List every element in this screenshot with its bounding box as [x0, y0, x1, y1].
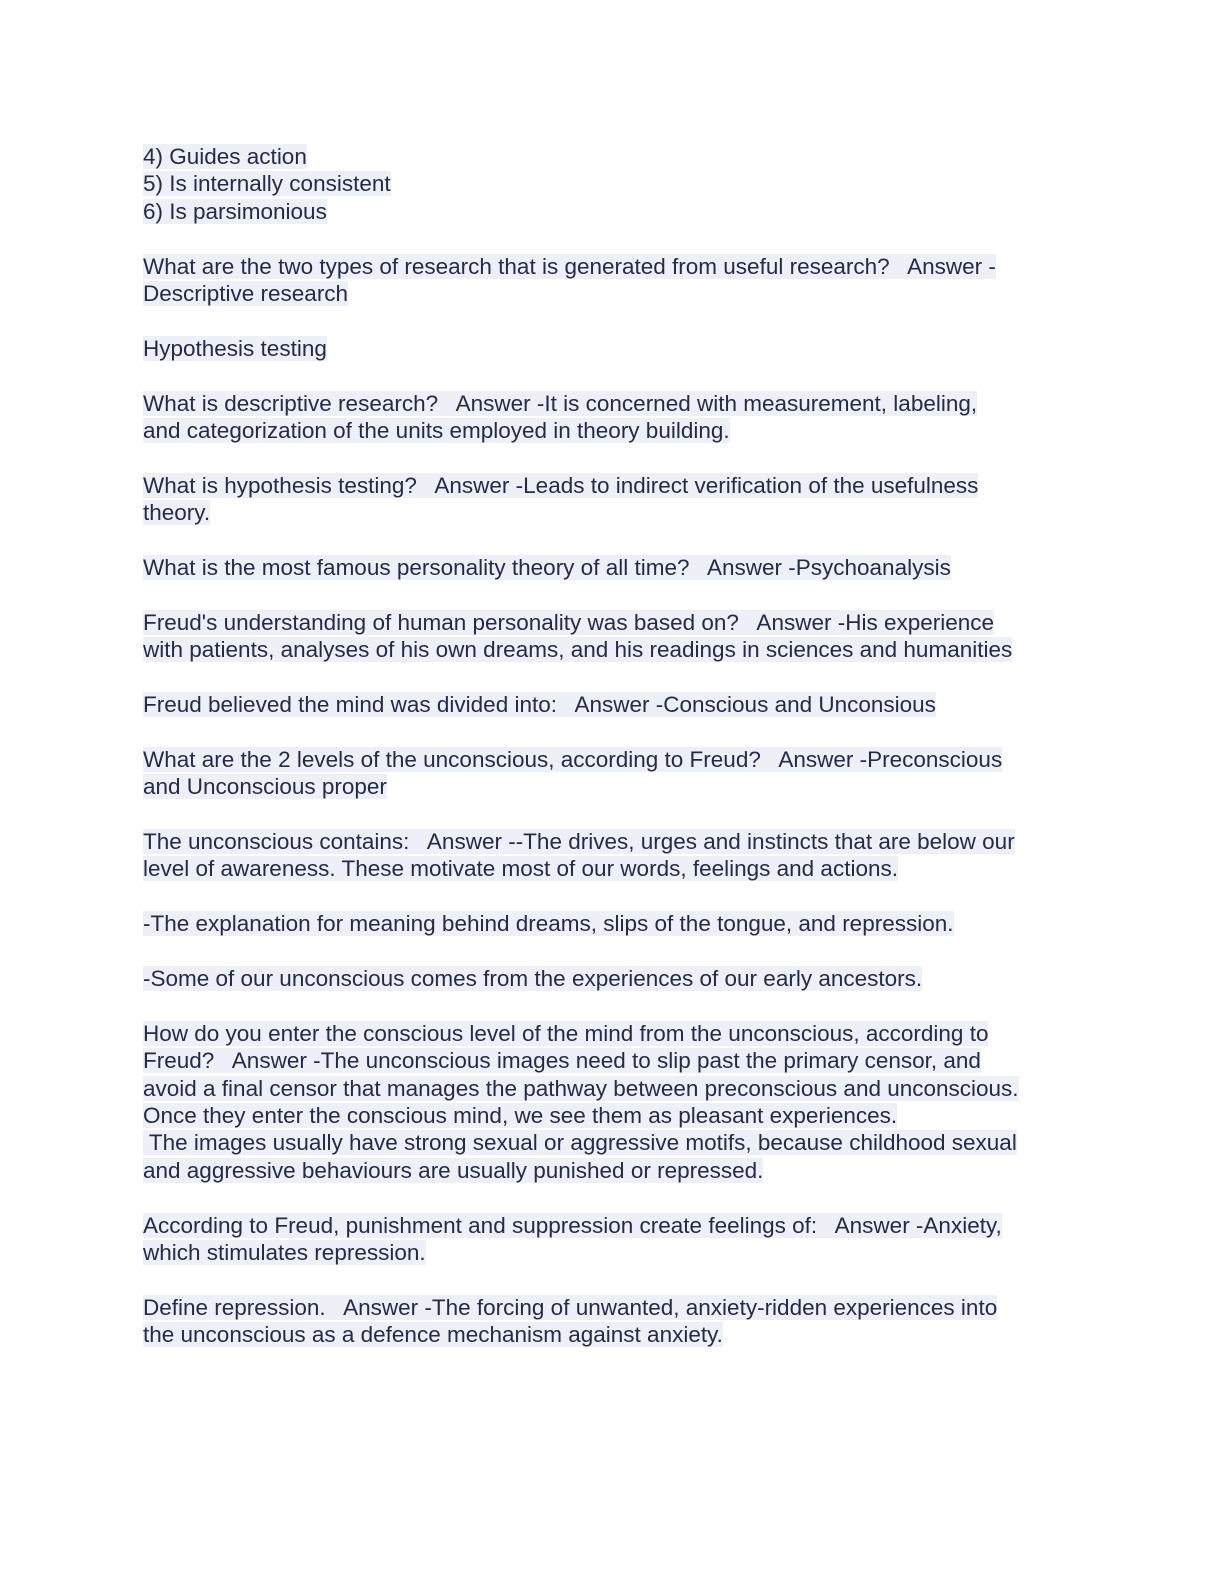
- qa-paragraph: [143, 472, 1083, 527]
- text-line: Define repression. Answer -The forcing of unwanted, anxiety-ridden experiences into: [143, 1294, 998, 1320]
- qa-paragraph: [143, 554, 1083, 581]
- text-line: The unconscious contains: Answer --The drives, urges and instincts that are below our: [143, 829, 1015, 855]
- text-line: Once they enter the conscious mind, we see them as pleasant experiences.: [143, 1103, 898, 1129]
- text-line: Freud's understanding of human personality was based on? Answer -His experience: [143, 609, 995, 635]
- text-line: and aggressive behaviours are usually punished or repressed.: [143, 1157, 764, 1183]
- text-line: -Some of our unconscious comes from the experiences of our early ancestors.: [143, 966, 923, 992]
- text-line: Freud? Answer -The unconscious images need to slip past the primary censor, and: [143, 1048, 981, 1074]
- qa-paragraph: [143, 253, 1083, 308]
- qa-paragraph: [143, 335, 1083, 362]
- qa-paragraph: [143, 828, 1083, 883]
- text-line: which stimulates repression.: [143, 1240, 426, 1266]
- text-line: What is the most famous personality theory of all time? Answer -Psychoanalysis: [143, 555, 951, 581]
- qa-paragraph: [143, 1294, 1083, 1349]
- text-line: What is hypothesis testing? Answer -Leads to indirect verification of the usefulness: [143, 472, 979, 498]
- text-line: the unconscious as a defence mechanism against anxiety.: [143, 1322, 723, 1348]
- text-line: How do you enter the conscious level of the mind from the unconscious, according to: [143, 1020, 989, 1046]
- text-line: avoid a final censor that manages the pathway between preconscious and unconscious.: [143, 1075, 1019, 1101]
- text-line: and categorization of the units employed in theory building.: [143, 418, 730, 444]
- qa-paragraph: [143, 390, 1083, 445]
- text-line: What is descriptive research? Answer -It is concerned with measurement, labeling,: [143, 390, 978, 416]
- qa-paragraph: [143, 746, 1083, 801]
- document-body: [143, 143, 1083, 1349]
- text-line: theory.: [143, 500, 211, 526]
- text-line: 5) Is internally consistent: [143, 171, 391, 197]
- text-line: Hypothesis testing: [143, 335, 327, 361]
- qa-paragraph: [143, 910, 1083, 937]
- text-line: Descriptive research: [143, 281, 349, 307]
- text-line: -The explanation for meaning behind dreams, slips of the tongue, and repression.: [143, 911, 954, 937]
- text-line: What are the 2 levels of the unconscious, according to Freud? Answer -Preconscious: [143, 746, 1003, 772]
- text-line: According to Freud, punishment and suppression create feelings of: Answer -Anxiety,: [143, 1212, 1002, 1238]
- text-line: with patients, analyses of his own dreams, and his readings in sciences and humanities: [143, 637, 1013, 663]
- qa-paragraph: [143, 965, 1083, 992]
- qa-paragraph: [143, 691, 1083, 718]
- text-line: and Unconscious proper: [143, 774, 387, 800]
- text-line: level of awareness. These motivate most of our words, feelings and actions.: [143, 856, 898, 882]
- text-line: Freud believed the mind was divided into: Answer -Conscious and Unconsious: [143, 692, 936, 718]
- text-line: What are the two types of research that is generated from useful research? Answer -: [143, 253, 996, 279]
- list-item-group: [143, 143, 1083, 225]
- qa-paragraph: [143, 1212, 1083, 1267]
- text-line: The images usually have strong sexual or aggressive motifs, because childhood sexual: [143, 1130, 1017, 1156]
- qa-paragraph: [143, 609, 1083, 664]
- qa-paragraph: [143, 1020, 1083, 1184]
- text-line: 4) Guides action: [143, 144, 307, 169]
- text-line: 6) Is parsimonious: [143, 198, 327, 224]
